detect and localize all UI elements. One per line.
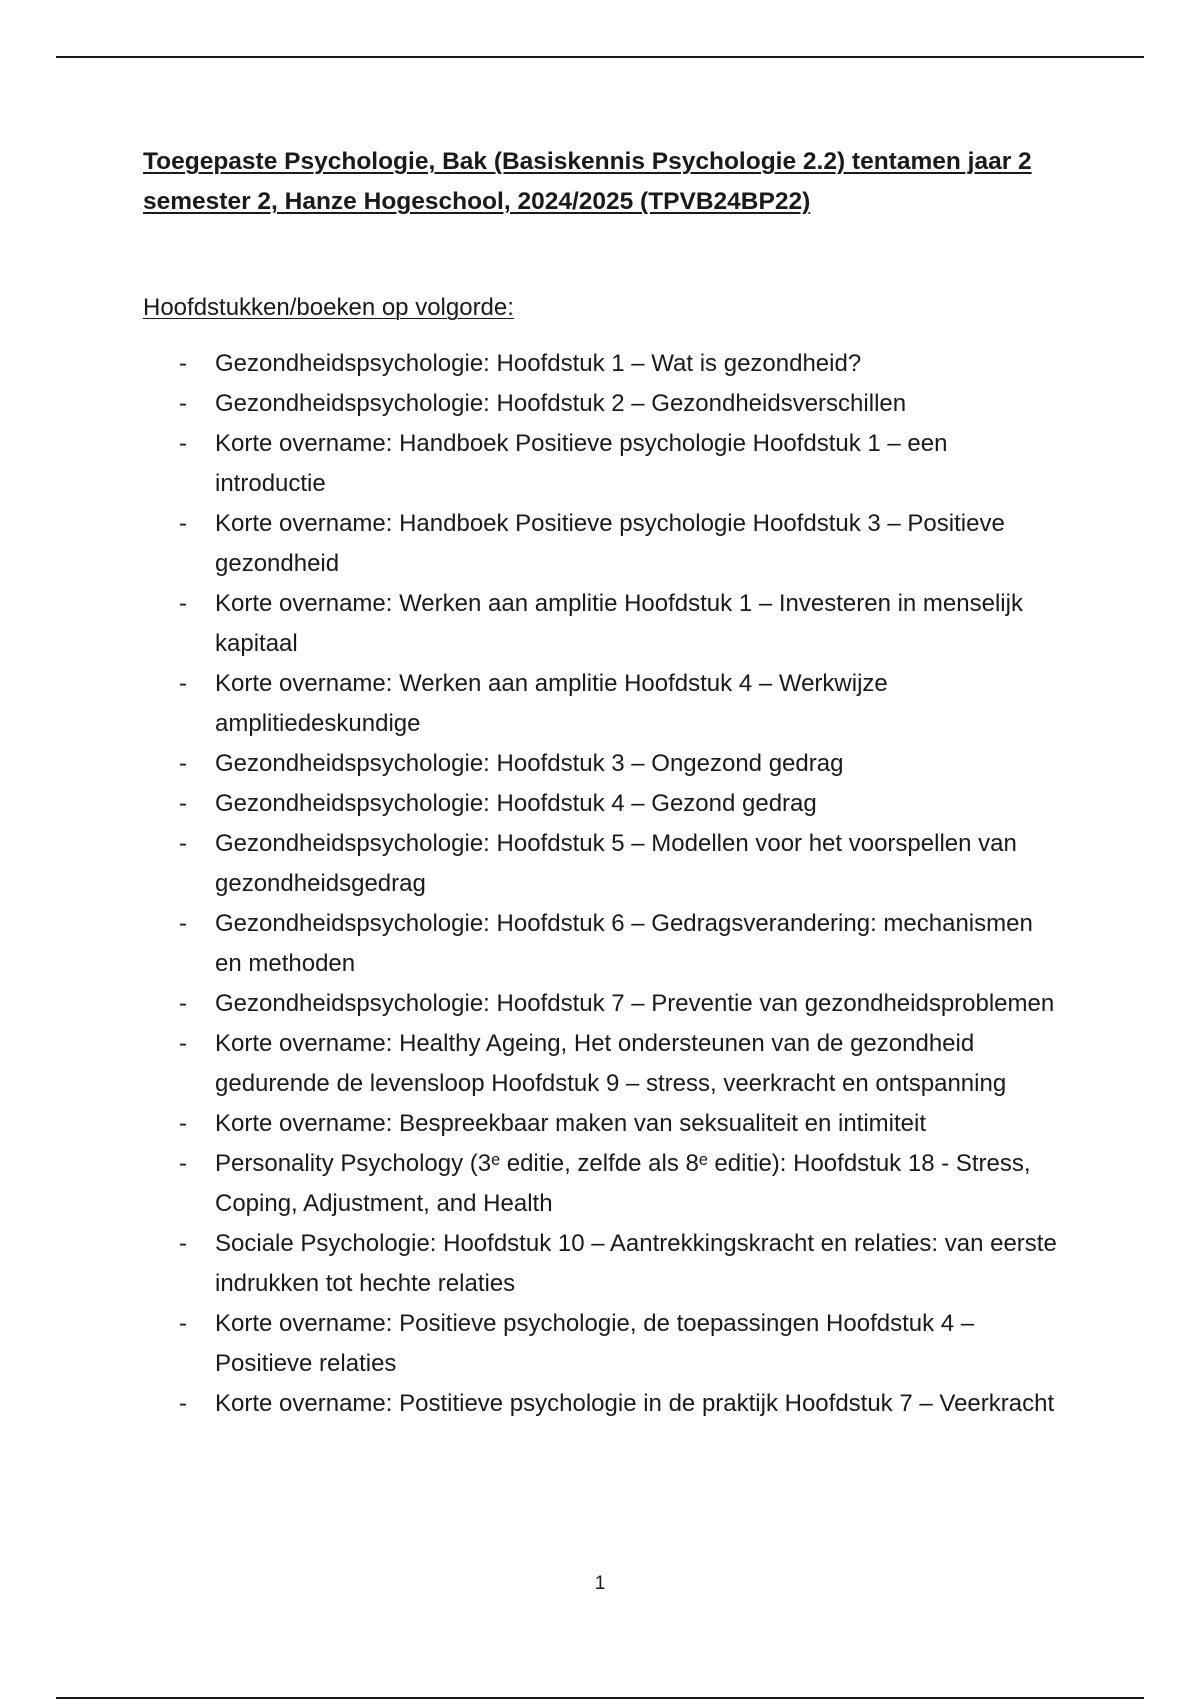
top-rule xyxy=(56,56,1144,58)
list-item-text: Korte overname: Postitieve psychologie in de praktijk Hoofdstuk 7 – Veerkracht xyxy=(215,1390,1055,1417)
list-item-text: Gezondheidspsychologie: Hoofdstuk 5 – Modellen voor het voorspellen van gezondheidsgedrag xyxy=(215,830,1017,897)
list-item-text: Gezondheidspsychologie: Hoofdstuk 7 – Preventie van gezondheidsproblemen xyxy=(215,990,1055,1017)
list-item-text: Korte overname: Werken aan amplitie Hoofdstuk 4 – Werkwijze amplitiedeskundige xyxy=(215,670,888,737)
chapter-list xyxy=(143,344,1063,1424)
list-item xyxy=(143,1384,1063,1424)
document-title: Toegepaste Psychologie, Bak (Basiskennis Psychologie 2.2) tentamen jaar 2 semester 2, Hanze Hogeschool, 2024/2025 (TPVB24BP22) xyxy=(143,148,1032,215)
list-item-text: Gezondheidspsychologie: Hoofdstuk 4 – Gezond gedrag xyxy=(215,790,817,817)
list-item-text: Gezondheidspsychologie: Hoofdstuk 3 – Ongezond gedrag xyxy=(215,750,844,777)
list-item-text: Sociale Psychologie: Hoofdstuk 10 – Aantrekkingskracht en relaties: van eerste indrukken tot hechte relaties xyxy=(215,1230,1057,1297)
bullet-dash: - xyxy=(179,1390,187,1417)
list-item xyxy=(143,744,1063,784)
list-item-text: Gezondheidspsychologie: Hoofdstuk 6 – Gedragsverandering: mechanismen en methoden xyxy=(215,910,1033,977)
bullet-dash: - xyxy=(179,1030,187,1057)
list-item-text: Korte overname: Handboek Positieve psychologie Hoofdstuk 1 – een introductie xyxy=(215,430,948,497)
list-item xyxy=(143,1024,1063,1104)
bullet-dash: - xyxy=(179,790,187,817)
list-item-text: Personality Psychology (3ᵉ editie, zelfde als 8ᵉ editie): Hoofdstuk 18 - Stress, Coping, Adjustment, and Health xyxy=(215,1150,1031,1217)
list-item xyxy=(143,424,1063,504)
bullet-dash: - xyxy=(179,510,187,537)
list-item xyxy=(143,1104,1063,1144)
bullet-dash: - xyxy=(179,670,187,697)
list-item-text: Korte overname: Positieve psychologie, de toepassingen Hoofdstuk 4 – Positieve relaties xyxy=(215,1310,975,1377)
bullet-dash: - xyxy=(179,990,187,1017)
list-item xyxy=(143,1304,1063,1384)
bullet-dash: - xyxy=(179,1150,187,1177)
bullet-dash: - xyxy=(179,590,187,617)
list-item xyxy=(143,904,1063,984)
list-item xyxy=(143,984,1063,1024)
list-item xyxy=(143,1224,1063,1304)
bullet-dash: - xyxy=(179,1230,187,1257)
bullet-dash: - xyxy=(179,1110,187,1137)
list-item xyxy=(143,504,1063,584)
list-item xyxy=(143,664,1063,744)
page-number: 1 xyxy=(594,1573,606,1594)
section-heading: Hoofdstukken/boeken op volgorde: xyxy=(143,294,514,321)
list-item xyxy=(143,1144,1063,1224)
list-item-text: Korte overname: Bespreekbaar maken van seksualiteit en intimiteit xyxy=(215,1110,927,1137)
list-item xyxy=(143,384,1063,424)
list-item xyxy=(143,584,1063,664)
bullet-dash: - xyxy=(179,830,187,857)
list-item-text: Korte overname: Handboek Positieve psychologie Hoofdstuk 3 – Positieve gezondheid xyxy=(215,510,1005,577)
bullet-dash: - xyxy=(179,1310,187,1337)
list-item-text: Gezondheidspsychologie: Hoofdstuk 1 – Wat is gezondheid? xyxy=(215,350,862,377)
bottom-rule xyxy=(56,1697,1144,1699)
document-body xyxy=(143,142,1063,1424)
bullet-dash: - xyxy=(179,910,187,937)
list-item-text: Korte overname: Werken aan amplitie Hoofdstuk 1 – Investeren in menselijk kapitaal xyxy=(215,590,1023,657)
bullet-dash: - xyxy=(179,750,187,777)
list-item xyxy=(143,784,1063,824)
bullet-dash: - xyxy=(179,350,187,377)
list-item-text: Gezondheidspsychologie: Hoofdstuk 2 – Gezondheidsverschillen xyxy=(215,390,907,417)
list-item xyxy=(143,824,1063,904)
bullet-dash: - xyxy=(179,430,187,457)
list-item-text: Korte overname: Healthy Ageing, Het ondersteunen van de gezondheid gedurende de levensloop Hoofdstuk 9 – stress, veerkracht en ontspanning xyxy=(215,1030,1007,1097)
bullet-dash: - xyxy=(179,390,187,417)
list-item xyxy=(143,344,1063,384)
